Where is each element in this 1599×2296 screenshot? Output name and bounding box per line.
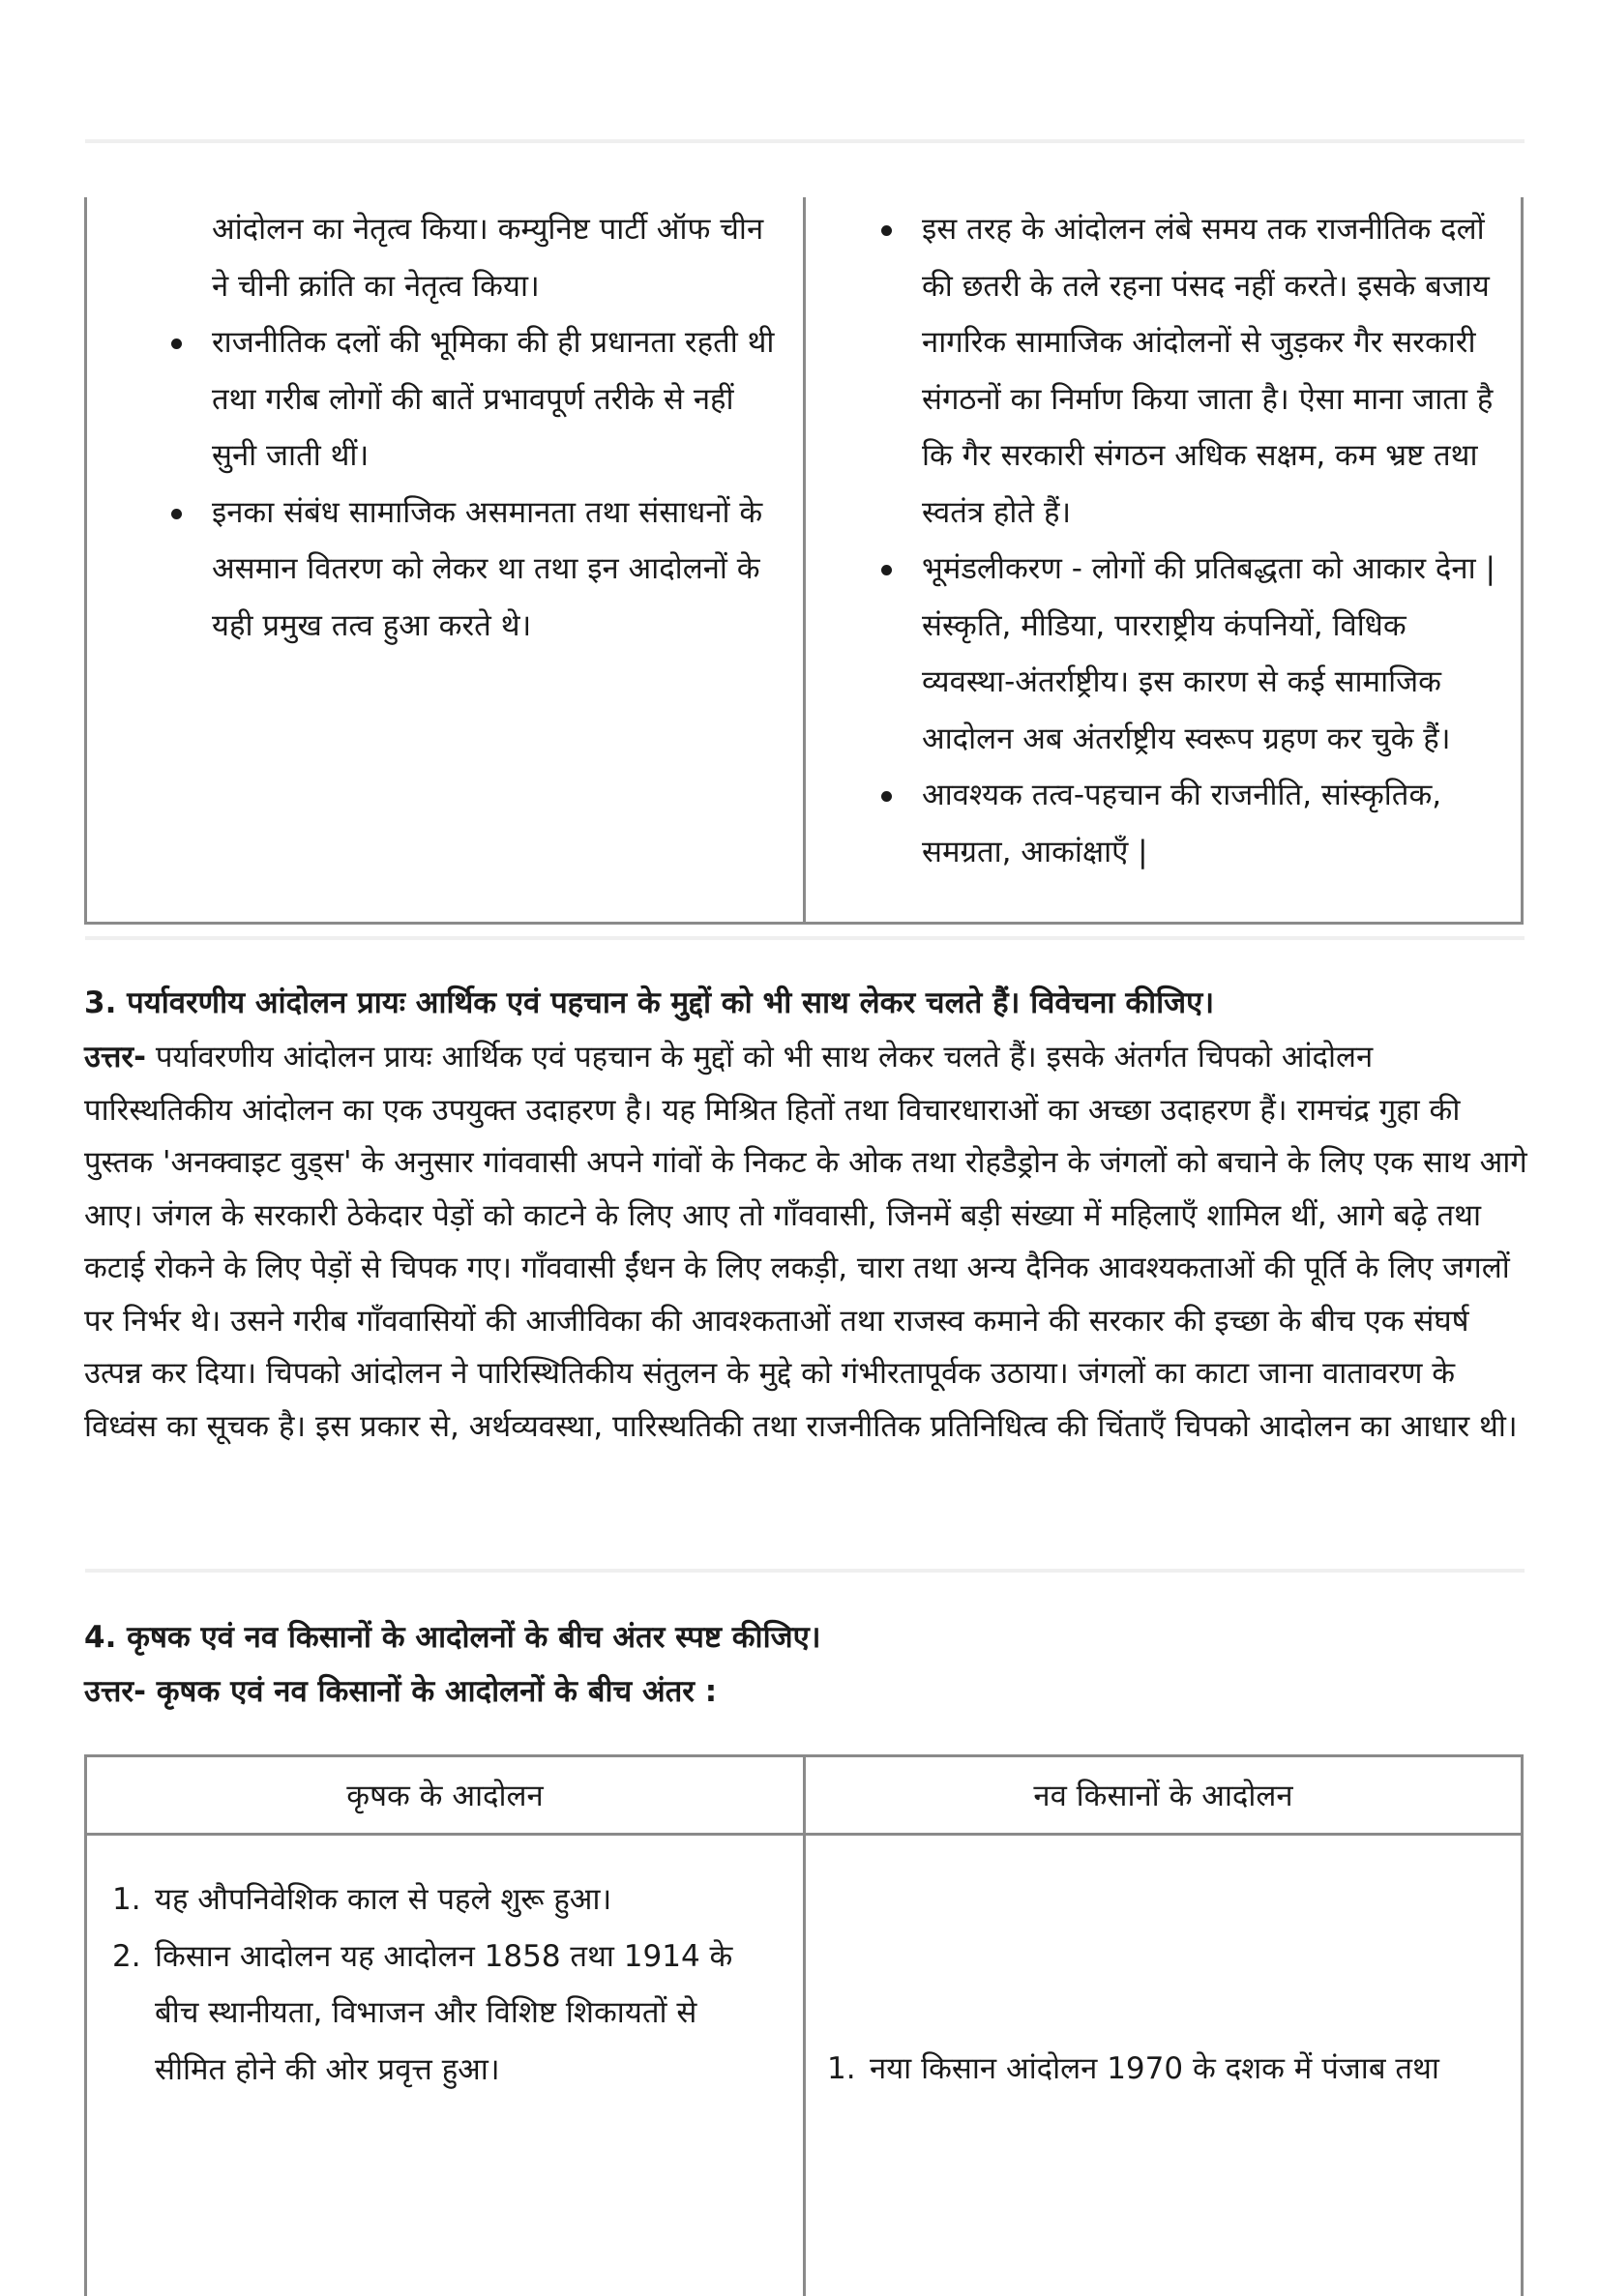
list-item: आवश्यक तत्व-पहचान की राजनीति, सांस्कृतिक, समग्रता, आकांक्षाएँ | [877, 767, 1496, 880]
list-item: इस तरह के आंदोलन लंबे समय तक राजनीतिक दलों की छतरी के तले रहना पंसद नहीं करते। इसके बजाय नागरिक सामाजिक आंदोलनों से जुड़कर गैर सरकारी संगठनों का निर्माण किया जाता है। ऐसा माना जाता है कि गैर सरकारी संगठन अधिक सक्षम, कम भ्रष्ट तथा स्वतंत्र होते हैं। [877, 201, 1496, 541]
answer-3 [84, 1031, 1530, 1453]
list-item: 2. किसान आदोलन यह आदोलन 1858 तथा 1914 के बीच स्थानीयता, विभाजन और विशिष्ट शिकायतों से सीमित होने की ओर प्रवृत्त हुआ। [112, 1938, 733, 2087]
table-header-right: नव किसानों के आदोलन [806, 1757, 1521, 1836]
list-item: 1. नया किसान आंदोलन 1970 के दशक में पंजाब तथा [827, 2051, 1439, 2086]
answer-label: उत्तर- [84, 1040, 146, 1074]
section-divider [85, 1569, 1525, 1573]
question-4: 4. कृषक एवं नव किसानों के आदोलनों के बीच अंतर स्पष्ट कीजिए। [84, 1620, 821, 1655]
answer-4-intro: उत्तर- कृषक एवं नव किसानों के आदोलनों के बीच अंतर : [84, 1674, 718, 1709]
list-item: इनका संबंध सामाजिक असमानता तथा संसाधनों के असमान वितरण को लेकर था तथा इन आदोलनों के यही प्रमुख तत्व हुआ करते थे। [167, 485, 786, 655]
top-divider [85, 139, 1525, 143]
table-left-column [87, 197, 803, 922]
comparison-table-continued [84, 197, 1524, 925]
list-item: राजनीतिक दलों की भूमिका की ही प्रधानता रहती थी तथा गरीब लोगों की बातें प्रभावपूर्ण तरीके से नहीं सुनी जाती थीं। [167, 314, 786, 485]
list-item: भूमंडलीकरण - लोगों की प्रतिबद्धता को आकार देना | संस्कृति, मीडिया, पारराष्ट्रीय कंपनियों, विधिक व्यवस्था-अंतर्राष्ट्रीय। इस कारण से कई सामाजिक आदोलन अब अंतर्राष्ट्रीय स्वरूप ग्रहण कर चुके हैं। [877, 541, 1496, 767]
table-right-column [803, 197, 1521, 922]
table-header-left: कृषक के आदोलन [87, 1757, 803, 1836]
question-3: 3. पर्यावरणीय आंदोलन प्रायः आर्थिक एवं पहचान के मुद्दों को भी साथ लेकर चलते हैं। विवेचना कीजिए। [84, 986, 1215, 1020]
answer-text: पर्यावरणीय आंदोलन प्रायः आर्थिक एवं पहचान के मुद्दों को भी साथ लेकर चलते हैं। इसके अंतर्गत चिपको आंदोलन पारिस्थतिकीय आंदोलन का एक उपयुक्त उदाहरण है। यह मिश्रित हितों तथा विचारधाराओं का अच्छा उदाहरण हैं। रामचंद्र गुहा की पुस्तक 'अनक्वाइट वुड्स' के अनुसार गांववासी अपने गांवों के निकट के ओक तथा रोहडैड्रोन के जंगलों को बचाने के लिए एक साथ आगे आए। जंगल के सरकारी ठेकेदार पेड़ों को काटने के लिए आए तो गाँववासी, जिनमें बड़ी संख्या में महिलाएँ शामिल थीं, आगे बढ़े तथा कटाई रोकने के लिए पेड़ों से चिपक गए। गाँववासी ईंधन के लिए लकड़ी, चारा तथा अन्य दैनिक आवश्यकताओं की पूर्ति के लिए जगलों पर निर्भर थे। उसने गरीब गाँववासियों की आजीविका की आवश्कताओं तथा राजस्व कमाने की सरकार की इच्छा के बीच एक संघर्ष उत्पन्न कर दिया। चिपको आंदोलन ने पारिस्थितिकीय संतुलन के मुद्दे को गंभीरतापूर्वक उठाया। जंगलों का काटा जाना वातावरण के विध्वंस का सूचक है। इस प्रकार से, अर्थव्यवस्था, पारिस्थतिकी तथा राजनीतिक प्रतिनिधित्व की चिंताएँ चिपको आदोलन का आधार थी। [84, 1040, 1527, 1444]
list-item: आंदोलन का नेतृत्व किया। कम्युनिष्ट पार्टी ऑफ चीन ने चीनी क्रांति का नेतृत्व किया। [212, 212, 764, 304]
farmer-movements-table [84, 1754, 1524, 2296]
list-item: 1. यह औपनिवेशिक काल से पहले शुरू हुआ। [112, 1882, 612, 1917]
section-divider [85, 936, 1525, 940]
table-right-column [803, 1757, 1521, 2296]
table-left-column [87, 1757, 803, 2296]
